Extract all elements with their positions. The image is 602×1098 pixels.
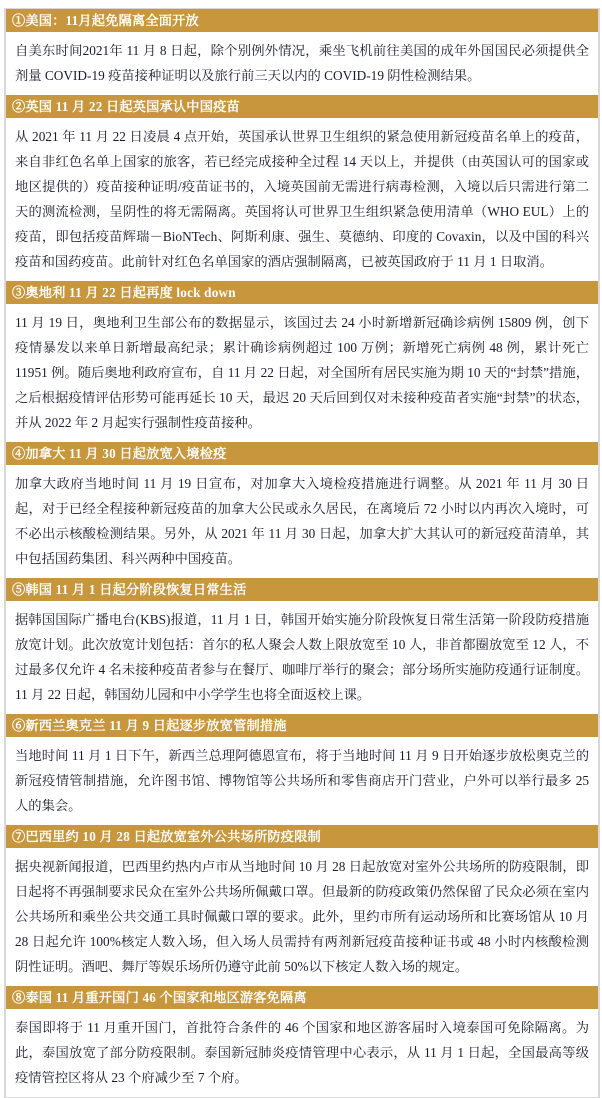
section-1 [6,9,598,95]
section-8-body [6,1009,598,1097]
section-8-heading: ⑧泰国 11 月重开国门 46 个国家和地区游客免隔离 [6,986,598,1009]
section-8 [6,986,598,1097]
section-6 [6,714,598,825]
section-5-heading: ⑤韩国 11 月 1 日起分阶段恢复日常生活 [6,578,598,601]
section-4-heading: ④加拿大 11 月 30 日起放宽入境检疫 [6,442,598,465]
section-4-paragraph: 加拿大政府当地时间 11 月 19 日宣布，对加拿大入境检疫措施进行调整。从 2021 年 11 月 30 日起，对于已经全程接种新冠疫苗的加拿大公民或永久居民，在离境后 72 小时以内再次入境时，可不必出示核酸检测结果。另外，从 2021 年 11 月 30 日起，加拿大扩大其认可的新冠疫苗清单，其中包括国药集团、科兴两种中国疫苗。 [15,476,589,566]
section-7-paragraph: 据央视新闻报道，巴西里约热内卢市从当地时间 10 月 28 日起放宽对室外公共场所的防疫限制，即日起将不再强制要求民众在室外公共场所佩戴口罩。但最新的防疫政策仍然保留了民众必须在室内公共场所和乘坐公共交通工具时佩戴口罩的要求。此外，里约市所有运动场所和比赛场馆从 10 月 28 日起允许 100%核定人数入场，但入场人员需持有两剂新冠疫苗接种证书或 48 小时内核酸检测阴性证明。酒吧、舞厅等娱乐场所仍遵守此前 50%以下核定人数入场的规定。 [15,859,589,974]
section-2-body [6,118,598,281]
section-2-paragraph: 从 2021 年 11 月 22 日凌晨 4 点开始，英国承认世界卫生组织的紧急使用新冠疫苗名单上的疫苗，来自非红色名单上国家的旅客，若已经完成接种全过程 14 天以上，并提供（由英国认可的国家或地区提供的）疫苗接种证明/疫苗证书的，入境英国前无需进行病毒检测，入境以后只需进行第二天的测流检测，呈阴性的将无需隔离。英国将认可世界卫生组织紧急使用清单（WHO EUL）上的疫苗，即包括疫苗辉瑞－BioNTech、阿斯利康、强生、莫德纳、印度的 Covaxin，以及中国的科兴疫苗和国药疫苗。此前针对红色名单国家的酒店强制隔离，已被英国政府于 11 月 1 日取消。 [15,129,589,269]
section-1-heading: ①美国：11月起免隔离全面开放 [6,9,598,32]
section-6-paragraph: 当地时间 11 月 1 日下午，新西兰总理阿德恩宣布，将于当地时间 11 月 9 日开始逐步放松奥克兰的新冠疫情管制措施，允许图书馆、博物馆等公共场所和零售商店开门营业，户外可以举行最多 25 人的集会。 [15,748,589,813]
section-7-body [6,848,598,986]
section-7-heading: ⑦巴西里约 10 月 28 日起放宽室外公共场所防疫限制 [6,825,598,848]
section-6-heading: ⑥新西兰奥克兰 11 月 9 日起逐步放宽管制措施 [6,714,598,737]
section-1-body [6,32,598,95]
section-4 [6,442,598,578]
section-5 [6,578,598,714]
section-5-body [6,601,598,714]
section-3 [6,281,598,442]
section-4-body [6,465,598,578]
section-6-body [6,737,598,825]
section-7 [6,825,598,986]
section-1-paragraph: 自美东时间2021年 11 月 8 日起，除个别例外情况，乘坐飞机前往美国的成年外国国民必须提供全剂量 COVID-19 疫苗接种证明以及旅行前三天以内的 COVID-19 阴性检测结果。 [15,43,589,83]
policy-list-document [4,8,600,1098]
section-8-paragraph: 泰国即将于 11 月重开国门，首批符合条件的 46 个国家和地区游客届时入境泰国可免除隔离。为此，泰国放宽了部分防疫限制。泰国新冠肺炎疫情管理中心表示，从 11 月 1 日起，全国最高等级疫情管控区将从 23 个府减少至 7 个府。 [15,1020,589,1085]
section-5-paragraph: 据韩国国际广播电台(KBS)报道，11 月 1 日，韩国开始实施分阶段恢复日常生活第一阶段防疫措施放宽计划。此次放宽计划包括：首尔的私人聚会人数上限放宽至 10 人，非首都圈放宽至 12 人，不过最多仅允许 4 名未接种疫苗者参与在餐厅、咖啡厅举行的聚会；部分场所实施防疫通行证制度。11 月 22 日起，韩国幼儿园和中小学学生也将全面返校上课。 [15,612,589,702]
section-2 [6,95,598,281]
section-3-paragraph: 11 月 19 日，奥地利卫生部公布的数据显示，该国过去 24 小时新增新冠确诊病例 15809 例，创下疫情暴发以来单日新增最高纪录；累计确诊病例超过 100 万例；新增死亡病例 48 例，累计死亡 11951 例。随后奥地利政府宣布，自 11 月 22 日起，对全国所有居民实施为期 10 天的“封禁”措施，之后根据疫情评估形势可能再延长 10 天，最迟 20 天后回到仅对未接种疫苗者实施“封禁”的状态，并从 2022 年 2 月起实行强制性疫苗接种。 [15,315,589,430]
section-2-heading: ②英国 11 月 22 日起英国承认中国疫苗 [6,95,598,118]
section-3-body [6,304,598,442]
section-3-heading: ③奥地利 11 月 22 日起再度 lock down [6,281,598,304]
